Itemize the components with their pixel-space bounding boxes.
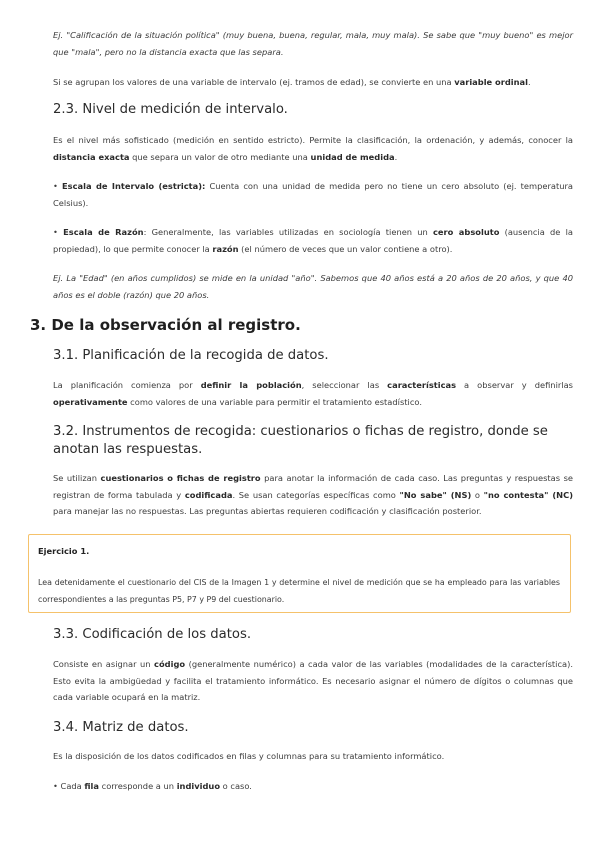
paragraph-instruments: Se utilizan cuestionarios o fichas de registro para anotar la información de cada caso. Las preguntas y respuestas se registran de forma tabulada y codificada. Se usan categorías específicas como "No sabe" (NS) o "no contesta" (NC) para manejar las no respuestas. Las preguntas abiertas requieren codificación y clasificación posterior. (53, 473, 574, 516)
exercise-body: Lea detenidamente el cuestionario del CIS de la Imagen 1 y determine el nivel de medición que se ha empleado para las variables correspondientes a las preguntas P5, P7 y P9 del cuestionario. (38, 578, 560, 604)
example-ordinal: Ej. "Calificación de la situación política" (muy buena, buena, regular, mala, muy mala). Se sabe que "muy bueno" es mejor que "mala", pero no la distancia exacta que las separa. (53, 30, 573, 57)
bullet-ratio-scale: • Escala de Razón: Generalmente, las variables utilizadas en sociología tienen un cero absoluto (ausencia de la propiedad), lo que permite conocer la razón (el número de veces que un valor contiene a otro). (53, 227, 573, 254)
heading-3-4: 3.4. Matriz de datos. (53, 720, 189, 735)
paragraph-planning: La planificación comienza por definir la población, seleccionar las características a observar y definirlas operativamente como valores de una variable para permitir el tratamiento estadístico. (53, 380, 573, 407)
heading-2-3: 2.3. Nivel de medición de intervalo. (53, 102, 288, 117)
paragraph-matrix: Es la disposición de los datos codificados en filas y columnas para su tratamiento informático. (53, 751, 445, 761)
heading-3-3: 3.3. Codificación de los datos. (53, 627, 252, 642)
exercise-title: Ejercicio 1. (38, 546, 90, 556)
heading-3: 3. De la observación al registro. (30, 316, 301, 334)
paragraph-interval-level: Es el nivel más sofisticado (medición en sentido estricto). Permite la clasificación, la ordenación, y además, conocer la distancia exacta que separa un valor de otro mediante una unidad de medida. (53, 135, 573, 162)
example-age: Ej. La "Edad" (en años cumplidos) se mide en la unidad "año". Sabemos que 40 años está a 20 años de 20 años, y que 40 años es el doble (razón) que 20 años. (53, 273, 573, 300)
heading-3-2: 3.2. Instrumentos de recogida: cuestionarios o fichas de registro, donde se anotan las respuestas. (53, 424, 548, 457)
bullet-interval-scale: • Escala de Intervalo (estricta): Cuenta con una unidad de medida pero no tiene un cero absoluto (ej. temperatura Celsius). (53, 181, 573, 208)
heading-3-1: 3.1. Planificación de la recogida de datos. (53, 348, 329, 363)
exercise-box (28, 534, 571, 613)
paragraph-coding: Consiste en asignar un código (generalmente numérico) a cada valor de las variables (modalidades de la característica). Esto evita la ambigüedad y facilita el tratamiento informático. Es necesario asignar el número de dígitos o columnas que cada variable ocupará en la matriz. (53, 659, 573, 702)
bullet-row: • Cada fila corresponde a un individuo o caso. (53, 781, 252, 791)
paragraph-ordinal-grouping: Si se agrupan los valores de una variable de intervalo (ej. tramos de edad), se convierte en una variable ordinal. (53, 77, 531, 87)
